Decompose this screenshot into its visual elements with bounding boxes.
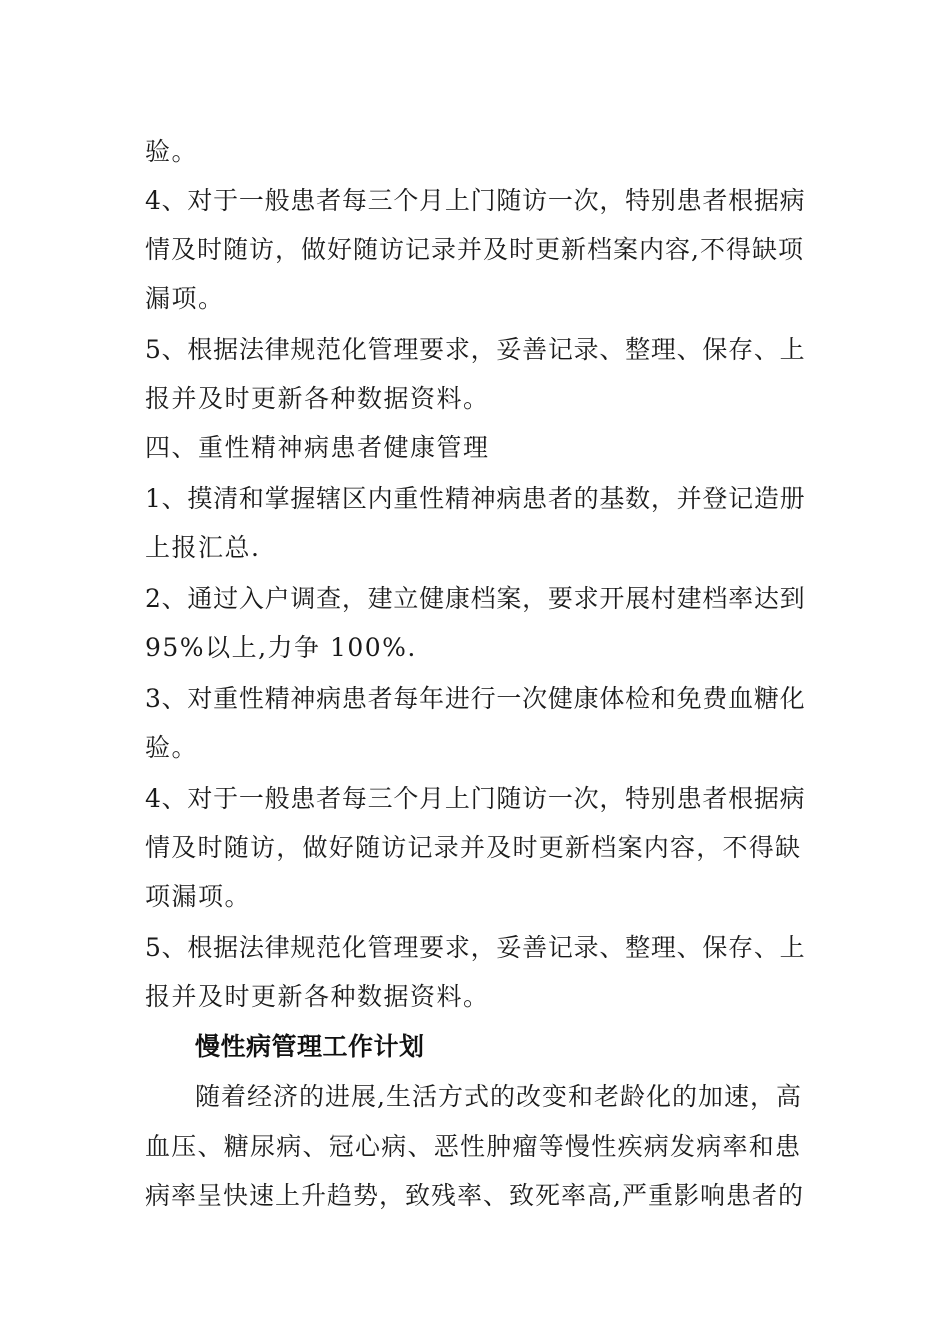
text-line-9: 上报汇总. bbox=[145, 533, 261, 562]
intro-line-1: 随着经济的进展,生活方式的改变和老龄化的加速，高 bbox=[195, 1082, 802, 1111]
text-line-13: 验。 bbox=[145, 733, 199, 762]
text-line-17: 5、根据法律规范化管理要求，妥善记录、整理、保存、上 bbox=[145, 933, 806, 962]
text-line-2: 4、对于一般患者每三个月上门随访一次，特别患者根据病 bbox=[145, 186, 806, 215]
text-line-3: 情及时随访，做好随访记录并及时更新档案内容,不得缺项 bbox=[145, 235, 804, 264]
text-line-10: 2、通过入户调查，建立健康档案，要求开展村建档率达到 bbox=[145, 584, 806, 613]
text-line-16: 项漏项。 bbox=[145, 882, 252, 911]
text-line-8: 1、摸清和掌握辖区内重性精神病患者的基数，并登记造册 bbox=[145, 484, 806, 513]
text-line-4: 漏项。 bbox=[145, 284, 225, 313]
text-line-1: 验。 bbox=[145, 137, 199, 166]
text-line-12: 3、对重性精神病患者每年进行一次健康体检和免费血糖化 bbox=[145, 684, 806, 713]
text-line-11: 95%以上,力争 100%. bbox=[145, 633, 417, 662]
text-line-5: 5、根据法律规范化管理要求，妥善记录、整理、保存、上 bbox=[145, 335, 806, 364]
text-line-14: 4、对于一般患者每三个月上门随访一次，特别患者根据病 bbox=[145, 784, 806, 813]
text-line-7: 四、重性精神病患者健康管理 bbox=[145, 433, 490, 462]
section-title: 慢性病管理工作计划 bbox=[195, 1032, 425, 1061]
intro-line-3: 病率呈快速上升趋势，致残率、致死率高,严重影响患者的 bbox=[145, 1181, 804, 1210]
text-line-18: 报并及时更新各种数据资料。 bbox=[145, 982, 490, 1011]
text-line-6: 报并及时更新各种数据资料。 bbox=[145, 384, 490, 413]
intro-line-2: 血压、糖尿病、冠心病、恶性肿瘤等慢性疾病发病率和患 bbox=[145, 1132, 802, 1161]
text-line-15: 情及时随访，做好随访记录并及时更新档案内容，不得缺 bbox=[145, 833, 802, 862]
